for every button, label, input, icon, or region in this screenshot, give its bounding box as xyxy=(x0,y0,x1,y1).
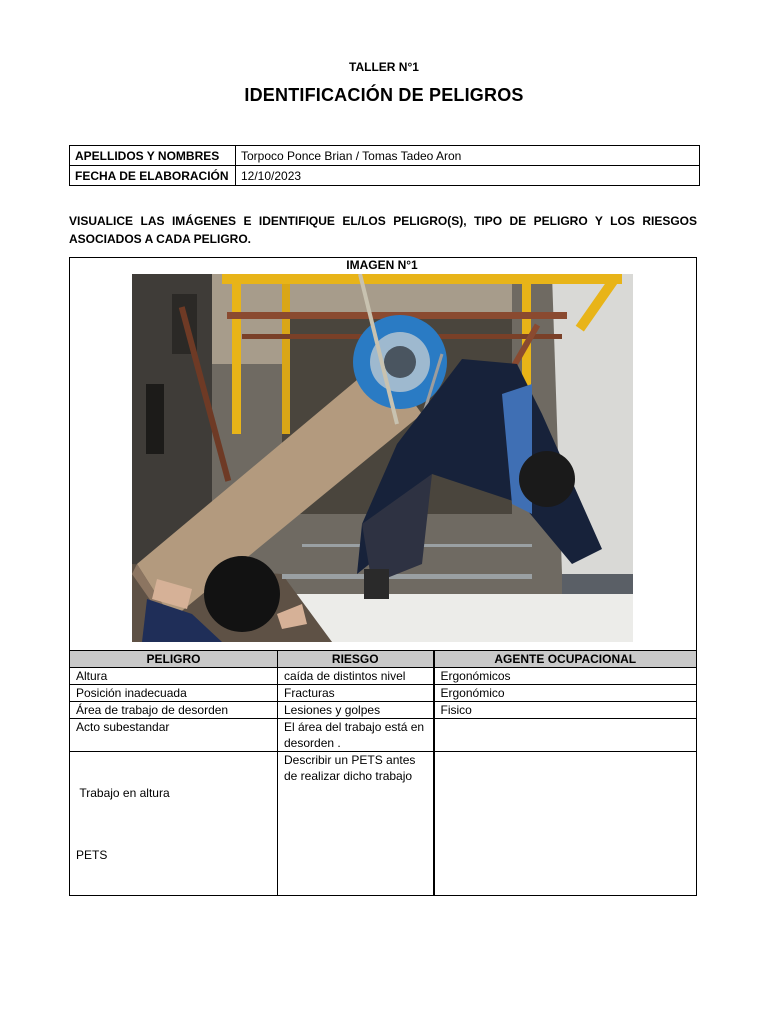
table-row xyxy=(70,752,697,896)
hazards-table xyxy=(69,650,697,896)
name-label: APELLIDOS Y NOMBRES xyxy=(70,146,236,166)
workers-scaffold-photo xyxy=(132,274,633,642)
workshop-number: TALLER N°1 xyxy=(349,60,419,74)
agente-cell: Ergonómicos xyxy=(434,668,697,685)
image-label: IMAGEN N°1 xyxy=(346,258,418,272)
table-row xyxy=(70,685,697,702)
agente-cell xyxy=(434,752,697,896)
header-agente: AGENTE OCUPACIONAL xyxy=(434,651,697,668)
peligro-cell: Acto subestandar xyxy=(70,719,278,752)
agente-cell: Ergonómico xyxy=(434,685,697,702)
header-riesgo: RIESGO xyxy=(278,651,434,668)
peligro-cell xyxy=(70,752,278,896)
table-row xyxy=(70,719,697,752)
name-value: Torpoco Ponce Brian / Tomas Tadeo Aron xyxy=(236,146,700,166)
peligro-cell-extra: PETS xyxy=(76,848,108,862)
riesgo-cell: Describir un PETS antes de realizar dicho trabajo xyxy=(278,752,434,896)
peligro-cell: Altura xyxy=(70,668,278,685)
date-row xyxy=(70,166,700,186)
hazards-header-row xyxy=(70,651,697,668)
agente-cell: Fisico xyxy=(434,702,697,719)
student-info-table xyxy=(69,145,700,186)
date-value: 12/10/2023 xyxy=(236,166,700,186)
instructions: VISUALICE LAS IMÁGENES E IDENTIFIQUE EL/LOS PELIGRO(S), TIPO DE PELIGRO Y LOS RIESGOS ASOCIADOS A CADA PELIGRO. xyxy=(69,214,697,246)
riesgo-cell: Fracturas xyxy=(278,685,434,702)
riesgo-cell: Lesiones y golpes xyxy=(278,702,434,719)
peligro-cell: Área de trabajo de desorden xyxy=(70,702,278,719)
riesgo-cell: caída de distintos nivel xyxy=(278,668,434,685)
table-row xyxy=(70,668,697,685)
header-peligro: PELIGRO xyxy=(70,651,278,668)
page-title: IDENTIFICACIÓN DE PELIGROS xyxy=(244,85,524,105)
date-label: FECHA DE ELABORACIÓN xyxy=(70,166,236,186)
table-row xyxy=(70,702,697,719)
name-row xyxy=(70,146,700,166)
agente-cell xyxy=(434,719,697,752)
peligro-cell: Posición inadecuada xyxy=(70,685,278,702)
peligro-cell-text: Trabajo en altura xyxy=(76,786,170,800)
riesgo-cell: El área del trabajo está en desorden . xyxy=(278,719,434,752)
